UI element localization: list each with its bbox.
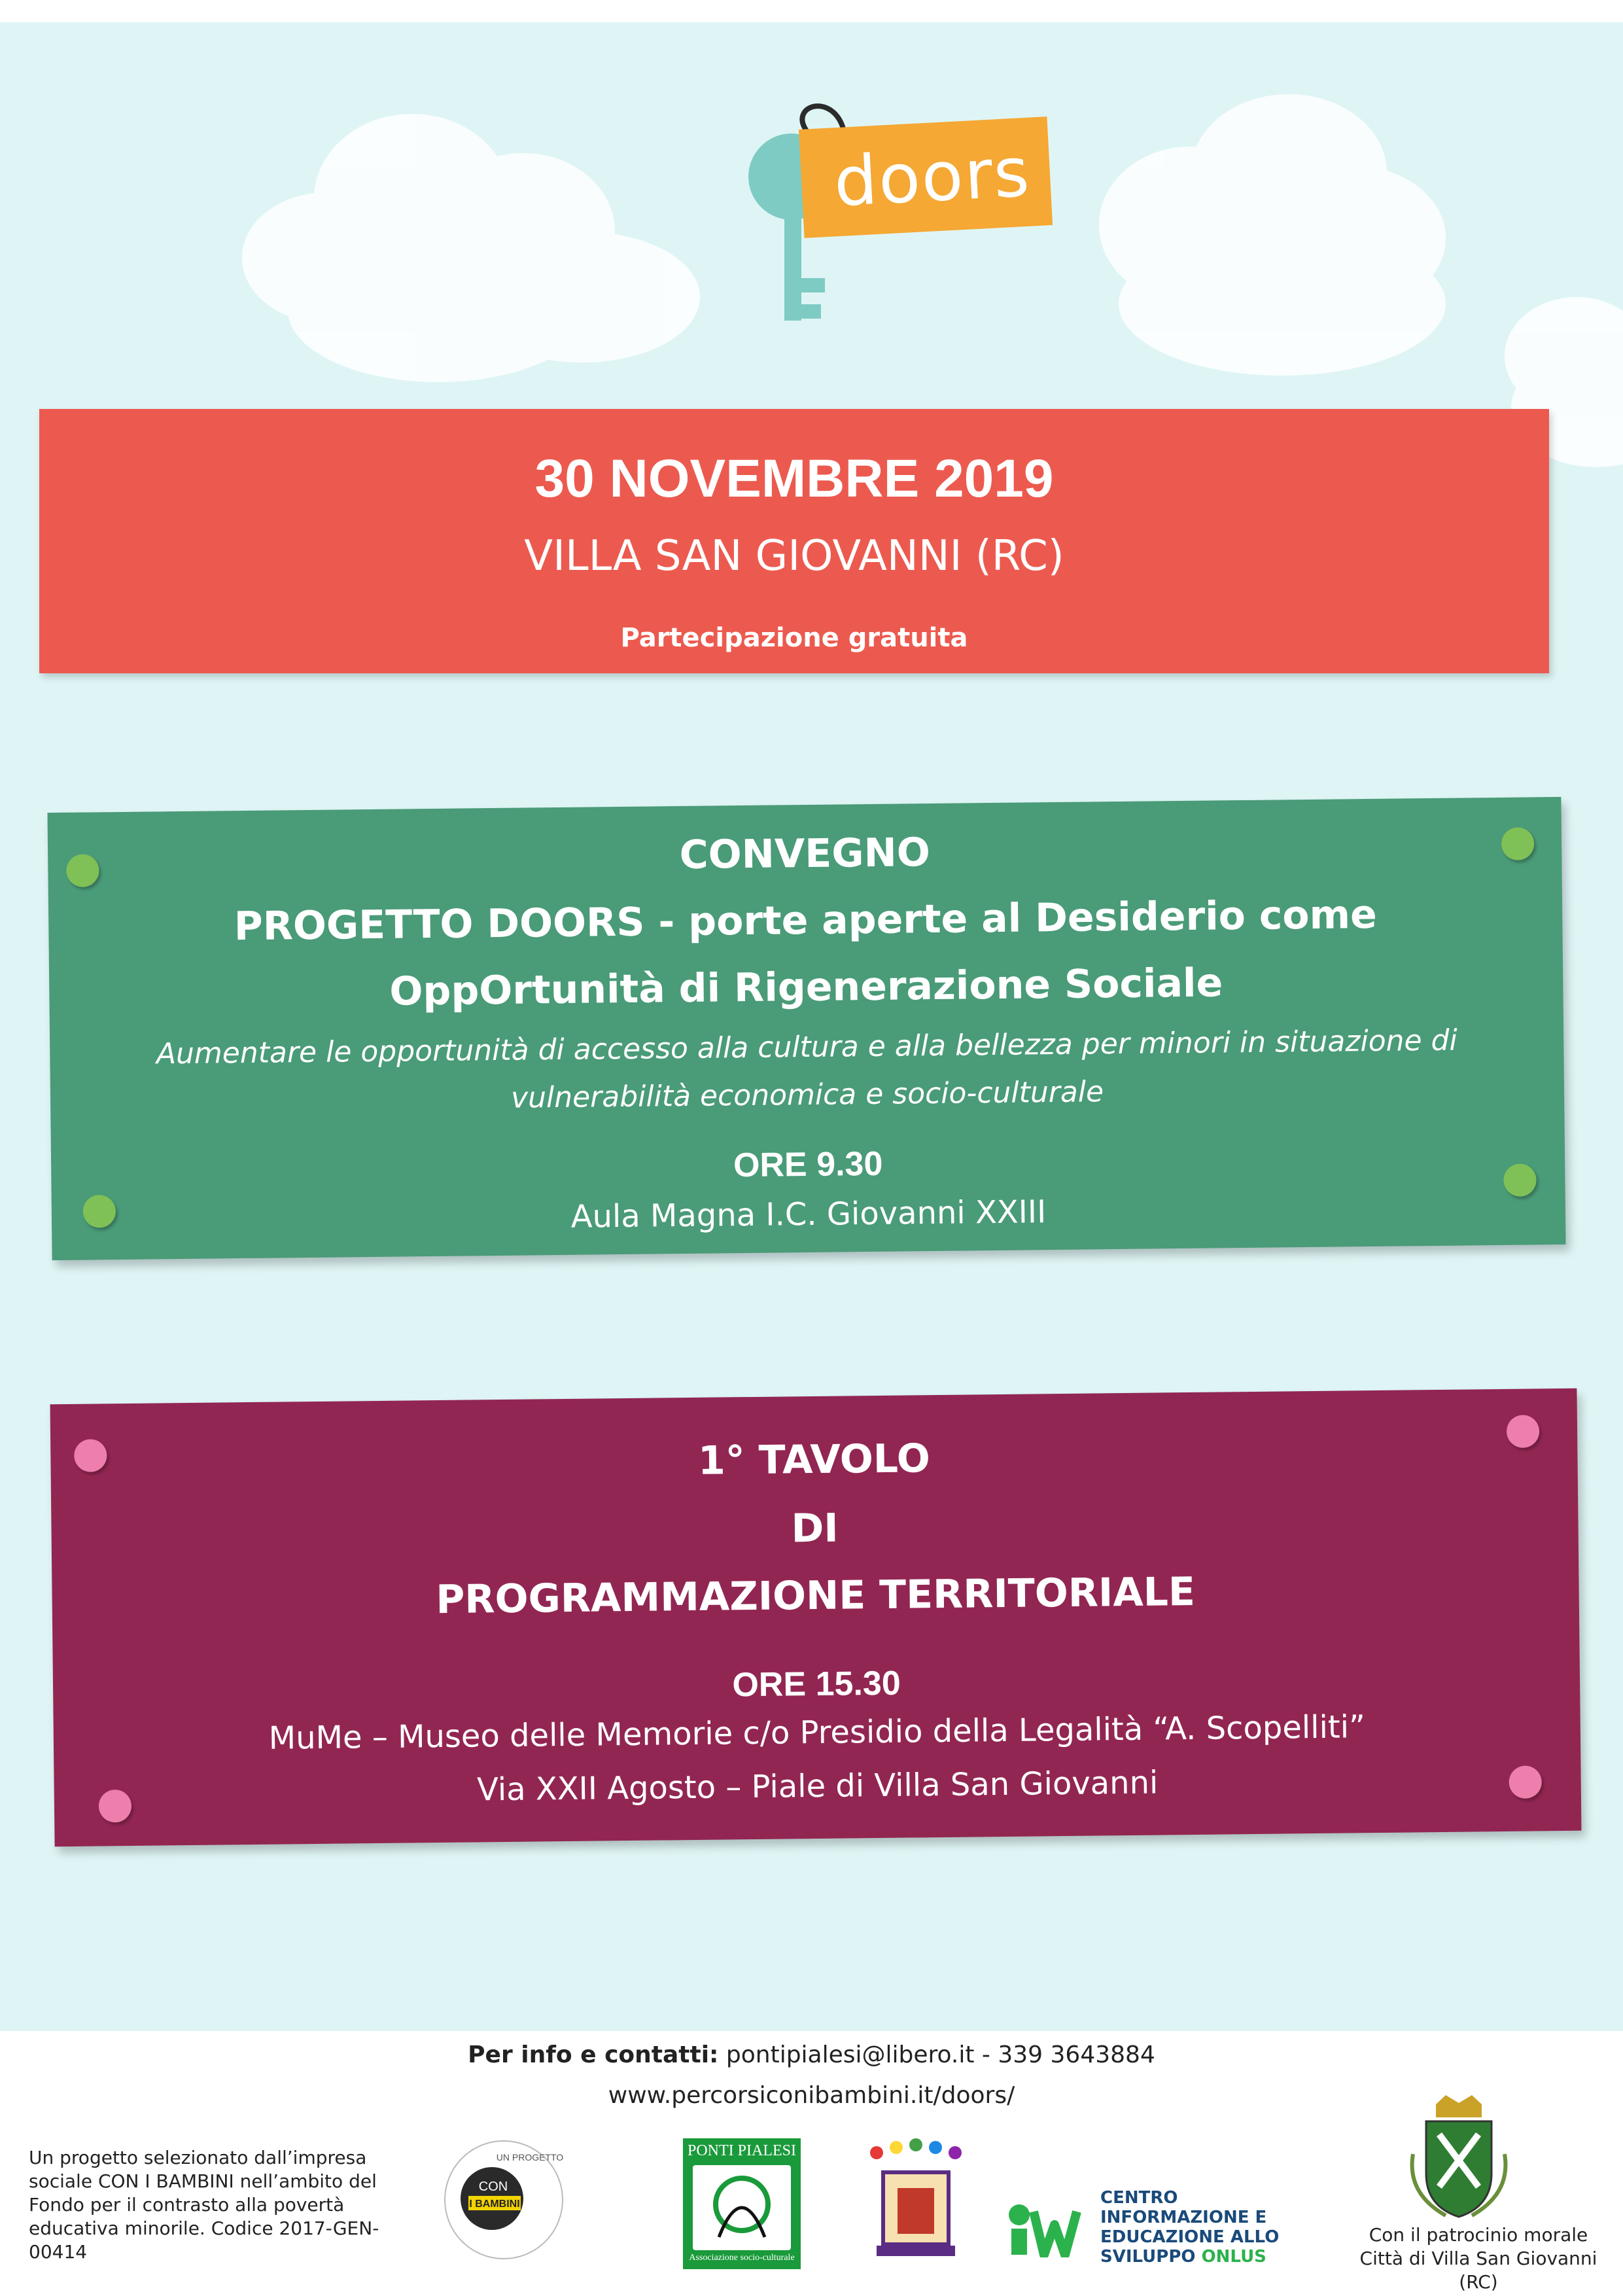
event-note: Partecipazione gratuita bbox=[620, 623, 968, 653]
pontipialesi-mark bbox=[693, 2165, 791, 2250]
contacts-email-phone[interactable]: pontipialesi@libero.it - 339 3643884 bbox=[718, 2041, 1155, 2068]
convegno-time: ORE 9.30 bbox=[733, 1144, 883, 1185]
pontipialesi-logo bbox=[683, 2138, 801, 2269]
convegno-card bbox=[47, 797, 1565, 1260]
coat-of-arms-icon bbox=[1406, 2095, 1511, 2219]
tavolo-line1: 1° TAVOLO bbox=[697, 1436, 931, 1484]
cloud-right bbox=[1073, 75, 1478, 376]
community-logo bbox=[850, 2133, 981, 2264]
convegno-title-line1: PROGETTO DOORS - porte aperte al Desiderio come bbox=[234, 891, 1378, 950]
cloud-left bbox=[216, 88, 726, 382]
logo-text: doors bbox=[831, 132, 1033, 222]
convegno-venue: Aula Magna I.C. Giovanni XXIII bbox=[570, 1193, 1047, 1235]
tavolo-venue-line2: Via XXII Agosto – Piale di Villa San Giovanni bbox=[476, 1764, 1159, 1809]
conibambini-name: I BAMBINI bbox=[469, 2199, 520, 2210]
tavolo-venue-line1: MuMe – Museo delle Memorie c/o Presidio della Legalità “A. Scopelliti” bbox=[268, 1708, 1366, 1757]
ciesv-mark bbox=[1005, 2192, 1090, 2257]
tavolo-time: ORE 15.30 bbox=[732, 1664, 901, 1704]
doors-logo bbox=[729, 92, 1070, 327]
tavolo-line2: DI bbox=[791, 1505, 839, 1552]
ciesv-line1: CENTRO bbox=[1100, 2188, 1178, 2208]
conibambini-con: CON bbox=[478, 2180, 508, 2194]
contacts-website[interactable]: www.percorsiconibambini.it/doors/ bbox=[608, 2082, 1015, 2109]
ciesv-line4b: ONLUS bbox=[1201, 2247, 1266, 2267]
ciesv-line2: INFORMAZIONE E bbox=[1100, 2208, 1267, 2227]
contacts-label: Per info e contatti: bbox=[468, 2041, 719, 2068]
convegno-title-line2: OppOrtunità di Rigenerazione Sociale bbox=[389, 960, 1223, 1015]
ciesv-line3: EDUCAZIONE ALLO bbox=[1100, 2227, 1280, 2247]
patronage bbox=[1341, 2223, 1616, 2294]
pontipialesi-sub: Associazione socio-culturale bbox=[689, 2253, 795, 2263]
event-place: VILLA SAN GIOVANNI (RC) bbox=[524, 532, 1064, 580]
convegno-subtitle-line1: Aumentare le opportunità di accesso alla cultura e alla bellezza per minori in situazione di bbox=[156, 1023, 1457, 1071]
contacts-line bbox=[0, 2041, 1623, 2068]
patronage-line2: Città di Villa San Giovanni (RC) bbox=[1359, 2248, 1597, 2293]
event-banner bbox=[39, 409, 1549, 673]
convegno-subtitle-line2: vulnerabilità economica e socio-culturale bbox=[510, 1075, 1104, 1115]
project-note: Un progetto selezionato dall’impresa sociale CON I BAMBINI nell’ambito del Fondo per il contrasto alla povertà educativa minorile. Codice 2017-GEN-00414 bbox=[29, 2147, 379, 2263]
event-date: 30 NOVEMBRE 2019 bbox=[534, 449, 1054, 508]
ciesv-line4a: SVILUPPO bbox=[1100, 2247, 1196, 2267]
conibambini-logo bbox=[438, 2134, 569, 2265]
patronage-line1: Con il patrocinio morale bbox=[1369, 2224, 1588, 2246]
convegno-heading: CONVEGNO bbox=[679, 830, 931, 879]
conibambini-top: UN PROGETTO bbox=[496, 2152, 564, 2163]
tavolo-card bbox=[50, 1388, 1582, 1846]
pontipialesi-name: PONTI PIALESI bbox=[688, 2142, 796, 2159]
tavolo-line3: PROGRAMMAZIONE TERRITORIALE bbox=[436, 1568, 1196, 1623]
logo-tag bbox=[799, 116, 1053, 238]
ciesv-logo bbox=[1005, 2185, 1280, 2270]
